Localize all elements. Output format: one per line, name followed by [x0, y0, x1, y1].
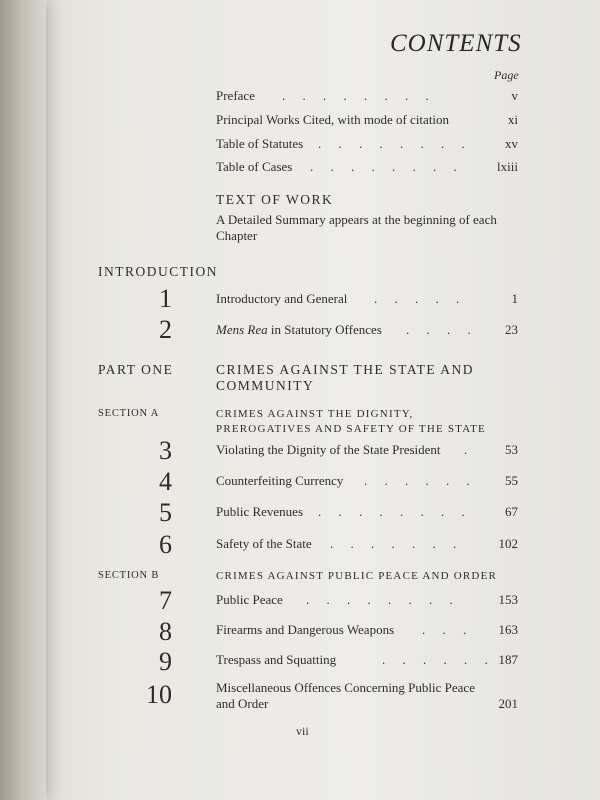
chapter-number: 7	[159, 586, 172, 615]
chapter-page: 1	[511, 291, 518, 306]
chapter-title: Counterfeiting Currency	[216, 473, 344, 488]
chapter-page: 187	[498, 652, 518, 667]
section-title: CRIMES AGAINST PUBLIC PEACE AND ORDER	[216, 570, 498, 582]
section-title: CRIMES AGAINST THE DIGNITY, PREROGATIVES AND SAFETY OF THE STATE	[216, 408, 486, 435]
part-title: CRIMES AGAINST THE STATE AND COMMUNITY	[216, 362, 474, 393]
introduction-heading: INTRODUCTION	[98, 264, 218, 279]
chapter-number: 5	[159, 498, 172, 527]
chapter-number: 6	[159, 530, 172, 559]
chapter-title-italic: Mens Rea	[216, 322, 268, 337]
chapter-title: Trespass and Squatting	[216, 652, 337, 667]
book-spine	[0, 0, 46, 800]
toc-entry-label: Preface	[216, 88, 255, 103]
dot-leader: . . . . . . . .	[306, 592, 460, 607]
toc-entry-page: lxiii	[497, 159, 518, 174]
dot-leader: .	[464, 442, 475, 457]
chapter-page: 201	[498, 696, 518, 711]
dot-leader: . . . . . .	[382, 652, 495, 667]
chapter-number: 8	[159, 617, 172, 646]
chapter-page: 53	[505, 442, 518, 457]
toc-entry-label: Table of Cases	[216, 159, 293, 174]
chapter-number: 1	[159, 284, 172, 313]
chapter-page: 153	[498, 592, 518, 607]
toc-entry-label: Table of Statutes	[216, 136, 304, 151]
chapter-title: Public Peace	[216, 592, 283, 607]
chapter-title	[216, 322, 382, 338]
chapter-page: 163	[498, 622, 518, 637]
chapter-page: 23	[505, 322, 518, 337]
chapter-title-rest: in Statutory Offences	[267, 322, 382, 337]
toc-entry-page: v	[511, 88, 518, 103]
dot-leader: . . . . . . . .	[310, 159, 464, 174]
page-column-header: Page	[494, 68, 519, 82]
chapter-number: 9	[159, 647, 172, 676]
toc-entry-label: Principal Works Cited, with mode of citation	[216, 112, 450, 127]
dot-leader: . . . . . . . .	[318, 504, 472, 519]
chapter-title: Safety of the State	[216, 536, 312, 551]
text-of-work-heading: TEXT OF WORK	[216, 192, 334, 207]
chapter-number: 10	[146, 680, 172, 709]
chapter-page: 67	[505, 504, 518, 519]
chapter-number: 3	[159, 436, 172, 465]
part-label: PART ONE	[98, 362, 174, 377]
text-of-work-note: A Detailed Summary appears at the beginning of each Chapter	[216, 212, 497, 243]
dot-leader: . . . . . . .	[330, 536, 464, 551]
page-folio: vii	[296, 724, 309, 738]
dot-leader: . . . . . .	[364, 473, 477, 488]
toc-entry-page: xv	[505, 136, 518, 151]
chapter-number: 4	[159, 467, 172, 496]
chapter-title: Introductory and General	[216, 291, 348, 306]
chapter-title: Miscellaneous Offences Concerning Public Peace and Order	[216, 680, 475, 711]
chapter-page: 55	[505, 473, 518, 488]
dot-leader: . . .	[422, 622, 474, 637]
contents-title: CONTENTS	[390, 30, 522, 57]
dot-leader: . . . . . . . .	[318, 136, 472, 151]
dot-leader: . . . . .	[374, 291, 467, 306]
dot-leader: . . . . . . . .	[282, 88, 436, 103]
chapter-title: Public Revenues	[216, 504, 304, 519]
toc-entry-page: xi	[507, 112, 518, 127]
dot-leader: . . . .	[406, 322, 478, 337]
chapter-title: Violating the Dignity of the State President	[216, 442, 441, 457]
chapter-number: 2	[159, 315, 172, 344]
chapter-title: Firearms and Dangerous Weapons	[216, 622, 395, 637]
section-label: SECTION B	[98, 570, 160, 581]
section-label: SECTION A	[98, 408, 160, 419]
chapter-page: 102	[498, 536, 518, 551]
